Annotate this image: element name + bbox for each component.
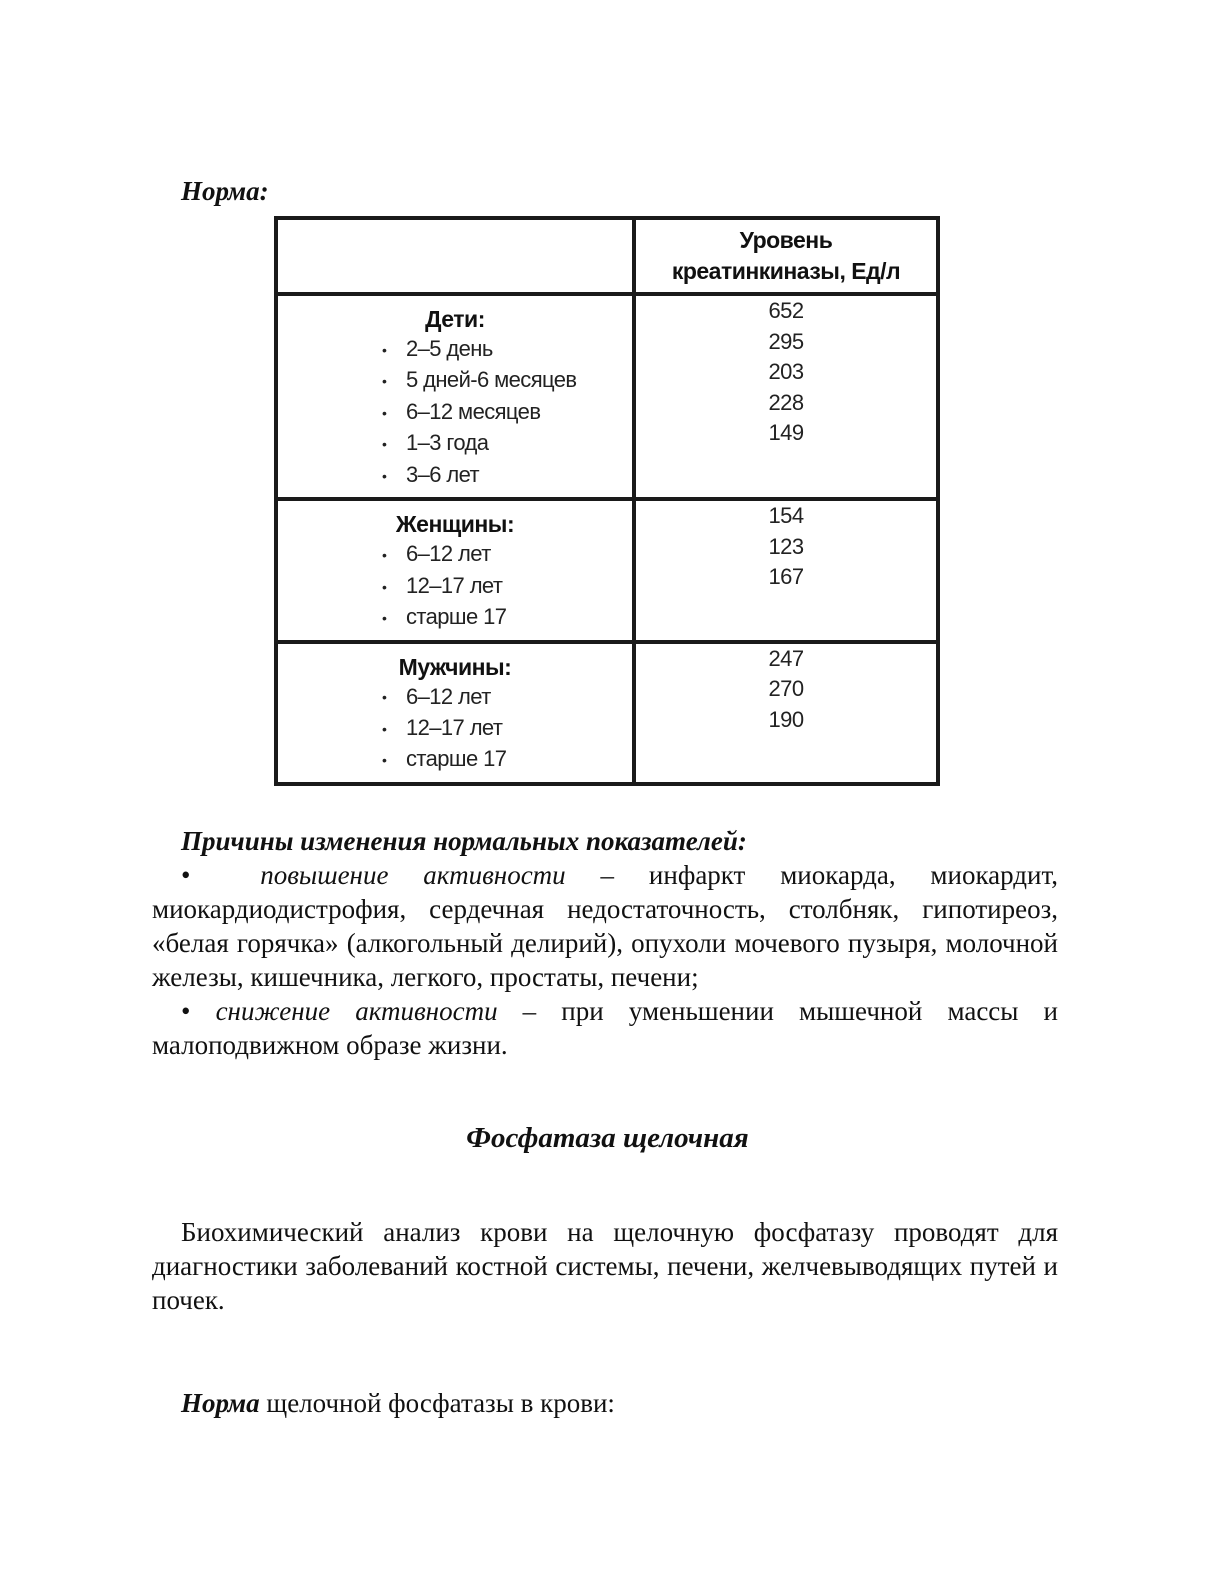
group-value-cell [634, 642, 938, 784]
cause-decrease [152, 994, 1058, 1062]
group-value-cell [634, 294, 938, 499]
row-label [278, 571, 632, 602]
table-header-empty [276, 218, 634, 294]
intro-text: Биохимический анализ крови на щелочную фосфатазу проводят для диагностики заболеваний костной системы, печени, желчевыводящих путей и почек. [152, 1217, 1058, 1315]
table-group-row [276, 642, 938, 784]
group-title: Дети: [425, 306, 485, 332]
norm2-bold: Норма [181, 1388, 260, 1418]
causes-text [152, 858, 1058, 1062]
bullet: • [382, 436, 387, 453]
row-label [278, 397, 632, 428]
bullet: • [382, 752, 387, 769]
row-label [278, 428, 632, 459]
row-value: 247 [768, 645, 804, 671]
causes-heading: Причины изменения нормальных показателей: [181, 826, 747, 856]
row-label [278, 460, 632, 491]
group-label-cell [276, 499, 634, 641]
increase-text: – инфаркт миокарда, миокардит, миокардиодистрофия, сердечная недостаточность, столбняк, гипотиреоз, «белая горячка» (алкогольный делирий), опухоли мочевого пузыря, молочной железы, кишечника, легкого, простаты, печени; [152, 860, 1059, 992]
row-label [278, 713, 632, 744]
bullet: • [382, 341, 387, 358]
group-title: Мужчины: [398, 653, 512, 680]
creatine-kinase-norm-table [274, 216, 940, 786]
bullet: • [382, 404, 387, 421]
row-label-text: 3–6 лет [406, 461, 480, 487]
row-label [278, 682, 632, 713]
increase-term: повышение активности [260, 860, 566, 890]
row-value: 203 [768, 359, 804, 384]
row-value: 149 [768, 420, 804, 445]
bullet: • [382, 373, 387, 390]
header-line-2: креатинкиназы, Ед/л [671, 258, 901, 284]
row-label-text: старше 17 [406, 604, 507, 630]
bullet: • [181, 996, 191, 1026]
row-label [278, 602, 632, 633]
row-label-text: 12–17 лет [406, 714, 503, 740]
row-label [278, 334, 632, 365]
row-value: 228 [768, 389, 804, 415]
group-label-cell [276, 294, 634, 499]
row-value: 123 [768, 533, 804, 559]
row-label-text: 1–3 года [406, 430, 489, 456]
row-value: 295 [768, 328, 804, 354]
row-label-text: 6–12 лет [406, 541, 491, 567]
row-label-text: старше 17 [406, 746, 507, 772]
decrease-term: снижение активности [215, 996, 498, 1026]
row-label-text: 6–12 лет [406, 683, 491, 709]
row-label-text: 5 дней-6 месяцев [406, 367, 577, 393]
intro-paragraph [152, 1215, 1058, 1317]
section-title: Фосфатаза щелочная [466, 1122, 749, 1154]
bullet: • [382, 547, 387, 564]
row-value: 652 [768, 298, 804, 323]
row-label [278, 744, 632, 775]
table-header-row [276, 218, 938, 294]
cause-increase [152, 858, 1058, 994]
bullet: • [382, 467, 387, 484]
row-value: 270 [768, 676, 804, 701]
decrease-text: – при уменьшении мышечной массы и малоподвижном образе жизни. [152, 996, 1058, 1060]
group-title: Женщины: [395, 511, 515, 538]
table-header-value [634, 218, 938, 294]
bullet: • [382, 610, 387, 626]
group-value-cell [634, 499, 938, 641]
group-label-cell [276, 642, 634, 784]
norm2-line [152, 1386, 1058, 1420]
header-line-1: Уровень [739, 227, 833, 253]
row-label-text: 12–17 лет [406, 572, 503, 598]
bullet: • [181, 860, 191, 890]
row-value: 154 [768, 503, 804, 529]
row-label-text: 6–12 месяцев [406, 398, 541, 424]
bullet: • [382, 720, 387, 737]
bullet: • [382, 689, 387, 706]
bullet: • [382, 578, 387, 595]
row-value: 167 [768, 564, 804, 590]
row-value: 190 [768, 706, 804, 732]
norm2-rest: щелочной фосфатазы в крови: [259, 1388, 615, 1418]
row-label-text: 2–5 день [406, 336, 493, 361]
table-group-row [276, 499, 938, 641]
table-group-row [276, 294, 938, 499]
norm-heading: Норма: [181, 176, 269, 206]
row-label [278, 365, 632, 396]
row-label [278, 539, 632, 570]
